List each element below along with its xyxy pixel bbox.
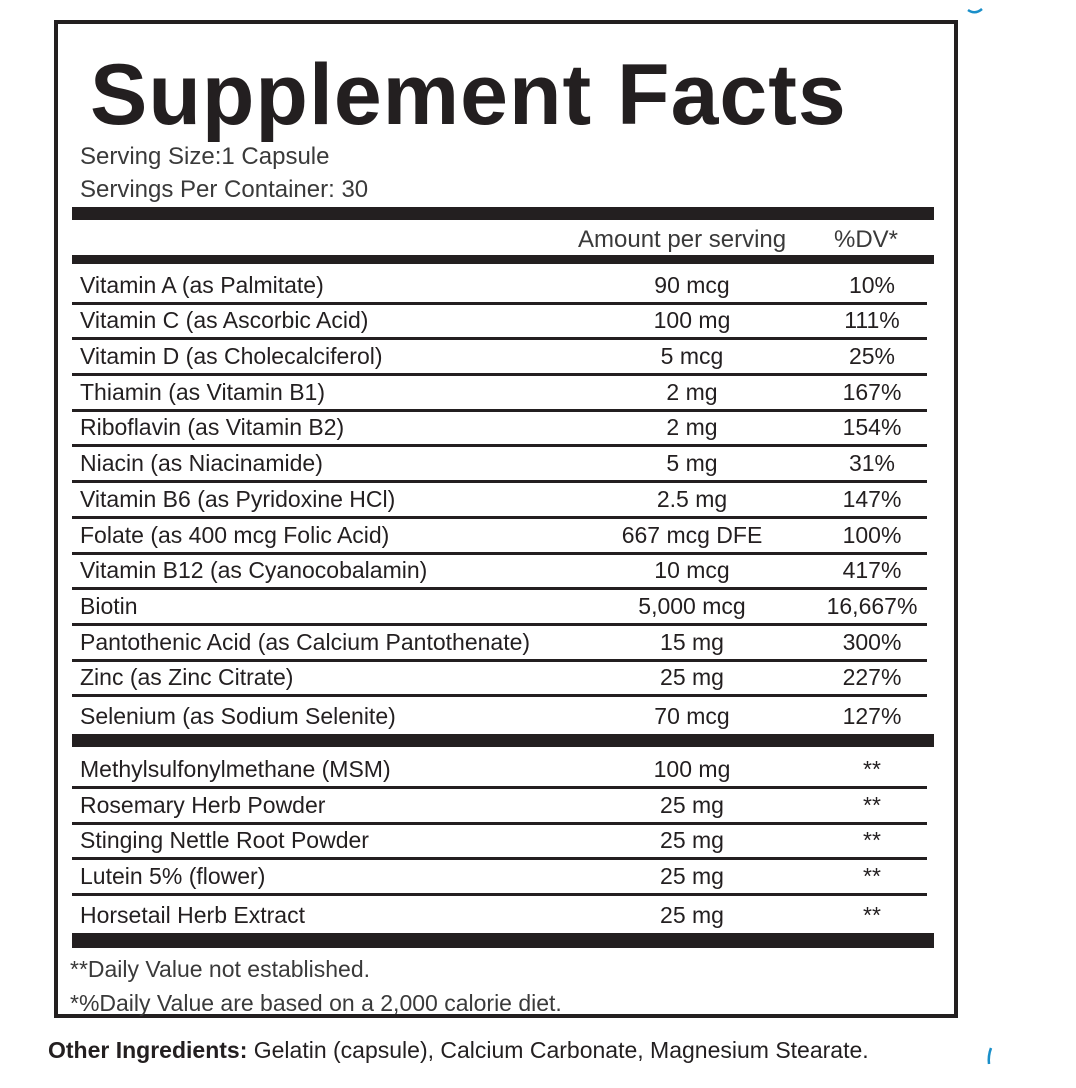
nutrient-row-dv: 10% [848, 271, 896, 298]
other-item-row [72, 753, 927, 789]
nutrient-row-name: Thiamin (as Vitamin B1) [80, 378, 325, 405]
thick-divider-top [72, 207, 934, 220]
nutrient-row-name: Vitamin C (as Ascorbic Acid) [80, 307, 369, 334]
nutrient-row-name: Vitamin B6 (as Pyridoxine HCl) [80, 485, 396, 512]
other-item-row-amount: 25 mg [660, 863, 724, 890]
nutrient-row [72, 412, 927, 448]
supplement-facts-panel [54, 20, 958, 1018]
nutrient-row-name: Zinc (as Zinc Citrate) [80, 664, 294, 691]
nutrient-row-amount: 70 mcg [654, 703, 730, 730]
nutrient-row-dv: 154% [842, 414, 902, 441]
nutrient-row [72, 269, 927, 305]
serving-size: Serving Size:1 Capsule [80, 143, 330, 170]
nutrient-row-name: Pantothenic Acid (as Calcium Pantothenate) [80, 628, 531, 655]
other-ingredients-label: Other Ingredients: [48, 1037, 248, 1063]
nutrient-row [72, 483, 927, 519]
other-ingredients-line [48, 1039, 869, 1062]
nutrient-row-dv: 300% [842, 628, 902, 655]
nutrient-row-dv: 100% [842, 521, 902, 548]
other-item-row-name: Lutein 5% (flower) [80, 863, 266, 890]
nutrient-row-name: Selenium (as Sodium Selenite) [80, 703, 396, 730]
other-item-row-dv: ** [863, 827, 881, 854]
other-item-row [72, 789, 927, 825]
other-item-row [72, 825, 927, 861]
other-item-row-name: Horsetail Herb Extract [80, 901, 305, 928]
nutrient-row-amount: 90 mcg [654, 271, 730, 298]
nutrient-row-amount: 100 mg [653, 307, 731, 334]
nutrient-row [72, 626, 927, 662]
corner-mark-top-icon [966, 6, 984, 16]
nutrient-row-dv: 31% [848, 450, 896, 477]
other-item-row-amount: 25 mg [660, 791, 724, 818]
other-item-row-dv: ** [863, 755, 881, 782]
nutrient-row-amount: 5,000 mcg [638, 592, 746, 619]
thick-divider-bottom [72, 933, 934, 948]
nutrient-row [72, 340, 927, 376]
nutrient-row-dv: 417% [842, 557, 902, 584]
other-item-row-name: Methylsulfonylmethane (MSM) [80, 755, 391, 782]
other-ingredients-text: Gelatin (capsule), Calcium Carbonate, Magnesium Stearate. [247, 1037, 869, 1063]
nutrient-row-amount: 5 mcg [660, 343, 724, 370]
nutrient-row-name: Vitamin B12 (as Cyanocobalamin) [80, 557, 428, 584]
nutrient-row [72, 662, 927, 698]
other-item-row-amount: 100 mg [653, 755, 731, 782]
thick-divider-middle [72, 734, 934, 747]
nutrient-row-dv: 16,667% [826, 592, 918, 619]
nutrient-row-amount: 2.5 mg [656, 485, 728, 512]
nutrient-row-name: Niacin (as Niacinamide) [80, 450, 323, 477]
other-item-row-amount: 25 mg [660, 827, 724, 854]
nutrient-row-dv: 167% [842, 378, 902, 405]
thick-divider-header [72, 255, 934, 264]
nutrient-row-amount: 2 mg [666, 378, 718, 405]
header-percent-dv: %DV* [834, 226, 899, 253]
nutrient-row-dv: 111% [844, 307, 900, 334]
nutrient-row-amount: 25 mg [660, 664, 724, 691]
other-item-row-name: Rosemary Herb Powder [80, 791, 326, 818]
other-item-row-dv: ** [863, 863, 881, 890]
other-item-row [72, 896, 927, 932]
nutrient-row-name: Vitamin D (as Cholecalciferol) [80, 343, 383, 370]
other-item-row-name: Stinging Nettle Root Powder [80, 827, 369, 854]
nutrient-row-dv: 227% [842, 664, 902, 691]
nutrient-row-amount: 10 mcg [654, 557, 730, 584]
nutrient-row [72, 376, 927, 412]
nutrient-row [72, 590, 927, 626]
footnote-calorie-diet: *%Daily Value are based on a 2,000 calorie diet. [70, 990, 562, 1016]
nutrient-row [72, 697, 927, 733]
corner-mark-bottom-icon [986, 1046, 994, 1066]
other-item-row-dv: ** [863, 901, 881, 928]
servings-per-container: Servings Per Container: 30 [80, 176, 369, 203]
nutrient-row [72, 305, 927, 341]
footnote-daily-value-not-established: **Daily Value not established. [70, 956, 371, 982]
nutrient-row [72, 519, 927, 555]
label-title: Supplement Facts [90, 47, 847, 143]
nutrient-row-amount: 5 mg [666, 450, 718, 477]
nutrient-row-amount: 667 mcg DFE [621, 521, 763, 548]
nutrient-row-name: Riboflavin (as Vitamin B2) [80, 414, 345, 441]
nutrient-row-name: Vitamin A (as Palmitate) [80, 271, 324, 298]
other-item-row-dv: ** [863, 791, 881, 818]
nutrient-row-amount: 15 mg [660, 628, 724, 655]
nutrient-row-amount: 2 mg [666, 414, 718, 441]
nutrient-row [72, 555, 927, 591]
header-amount-per-serving: Amount per serving [578, 226, 787, 253]
nutrient-row-name: Biotin [80, 592, 138, 619]
other-item-row-amount: 25 mg [660, 901, 724, 928]
nutrient-row-name: Folate (as 400 mcg Folic Acid) [80, 521, 390, 548]
nutrient-row [72, 448, 927, 484]
nutrient-row-dv: 25% [848, 343, 896, 370]
nutrient-row-dv: 147% [842, 485, 902, 512]
other-item-row [72, 860, 927, 896]
nutrient-row-dv: 127% [842, 703, 902, 730]
